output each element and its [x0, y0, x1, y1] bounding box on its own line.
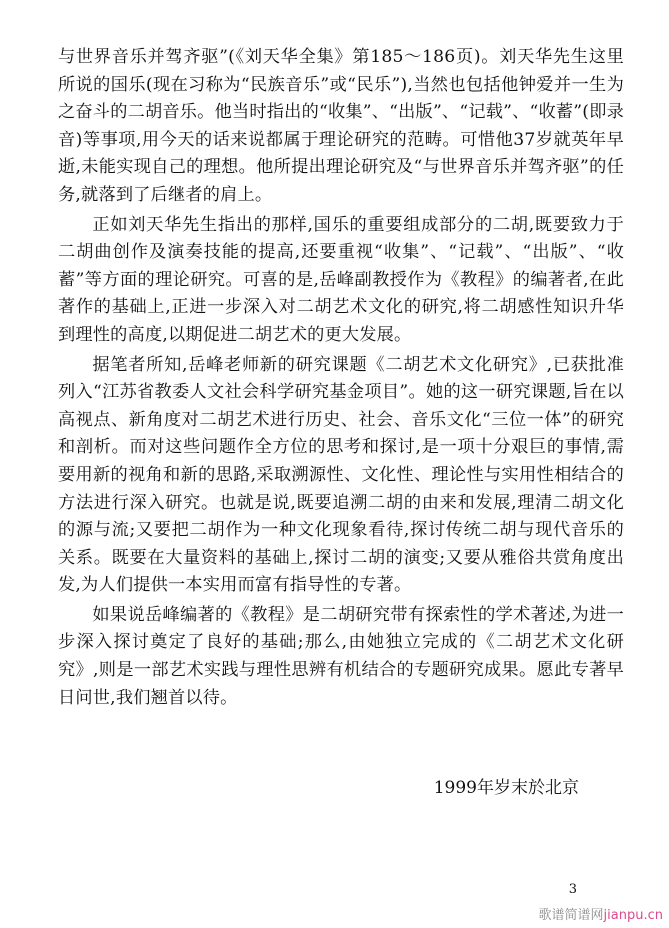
- signature-dateline: 1999年岁末於北京: [433, 778, 579, 798]
- watermark-site-name: 歌谱简谱网: [538, 908, 604, 923]
- body-text: [58, 44, 624, 712]
- page-number: 3: [568, 882, 577, 897]
- watermark-site-url: jianpu.cn: [603, 908, 663, 923]
- paragraph-4: 如果说岳峰编著的《教程》是二胡研究带有探索性的学术著述,为进一步深入探讨奠定了良好的基础;那么,由她独立完成的《二胡艺术文化研究》,则是一部艺术实践与理性思辨有机结合的专题研究成果。愿此专著早日问世,我们翘首以待。: [58, 604, 624, 708]
- paragraph-1: 与世界音乐并驾齐驱”(《刘天华全集》第185～186页)。刘天华先生这里所说的国乐(现在习称为“民族音乐”或“民乐”),当然也包括他钟爱并一生为之奋斗的二胡音乐。他当时指出的“收集”、“出版”、“记载”、“收蓄”(即录音)等事项,用今天的话来说都属于理论研究的范畴。可惜他37岁就英年早逝,未能实现自己的理想。他所提出理论研究及“与世界音乐并驾齐驱”的任务,就落到了后继者的肩上。: [58, 47, 624, 205]
- paragraph-2: 正如刘天华先生指出的那样,国乐的重要组成部分的二胡,既要致力于二胡曲创作及演奏技能的提高,还要重视“收集”、“记载”、“出版”、“收蓄”等方面的理论研究。可喜的是,岳峰副教授作为《教程》的编著者,在此著作的基础上,正进一步深入对二胡艺术文化的研究,将二胡感性知识升华到理性的高度,以期促进二胡艺术的更大发展。: [58, 214, 624, 345]
- paragraph-3: 据笔者所知,岳峰老师新的研究课题《二胡艺术文化研究》,已获批准列入“江苏省教委人文社会科学研究基金项目”。她的这一研究课题,旨在以高视点、新角度对二胡艺术进行历史、社会、音乐文化“三位一体”的研究和剖析。而对这些问题作全方位的思考和探讨,是一项十分艰巨的事情,需要用新的视角和新的思路,采取溯源性、文化性、理论性与实用性相结合的方法进行深入研究。也就是说,既要追溯二胡的由来和发展,理清二胡文化的源与流;又要把二胡作为一种文化现象看待,探讨传统二胡与现代音乐的关系。既要在大量资料的基础上,探讨二胡的演变;又要从雅俗共赏角度出发,为人们提供一本实用而富有指导性的专著。: [58, 354, 624, 596]
- watermark: [539, 908, 663, 924]
